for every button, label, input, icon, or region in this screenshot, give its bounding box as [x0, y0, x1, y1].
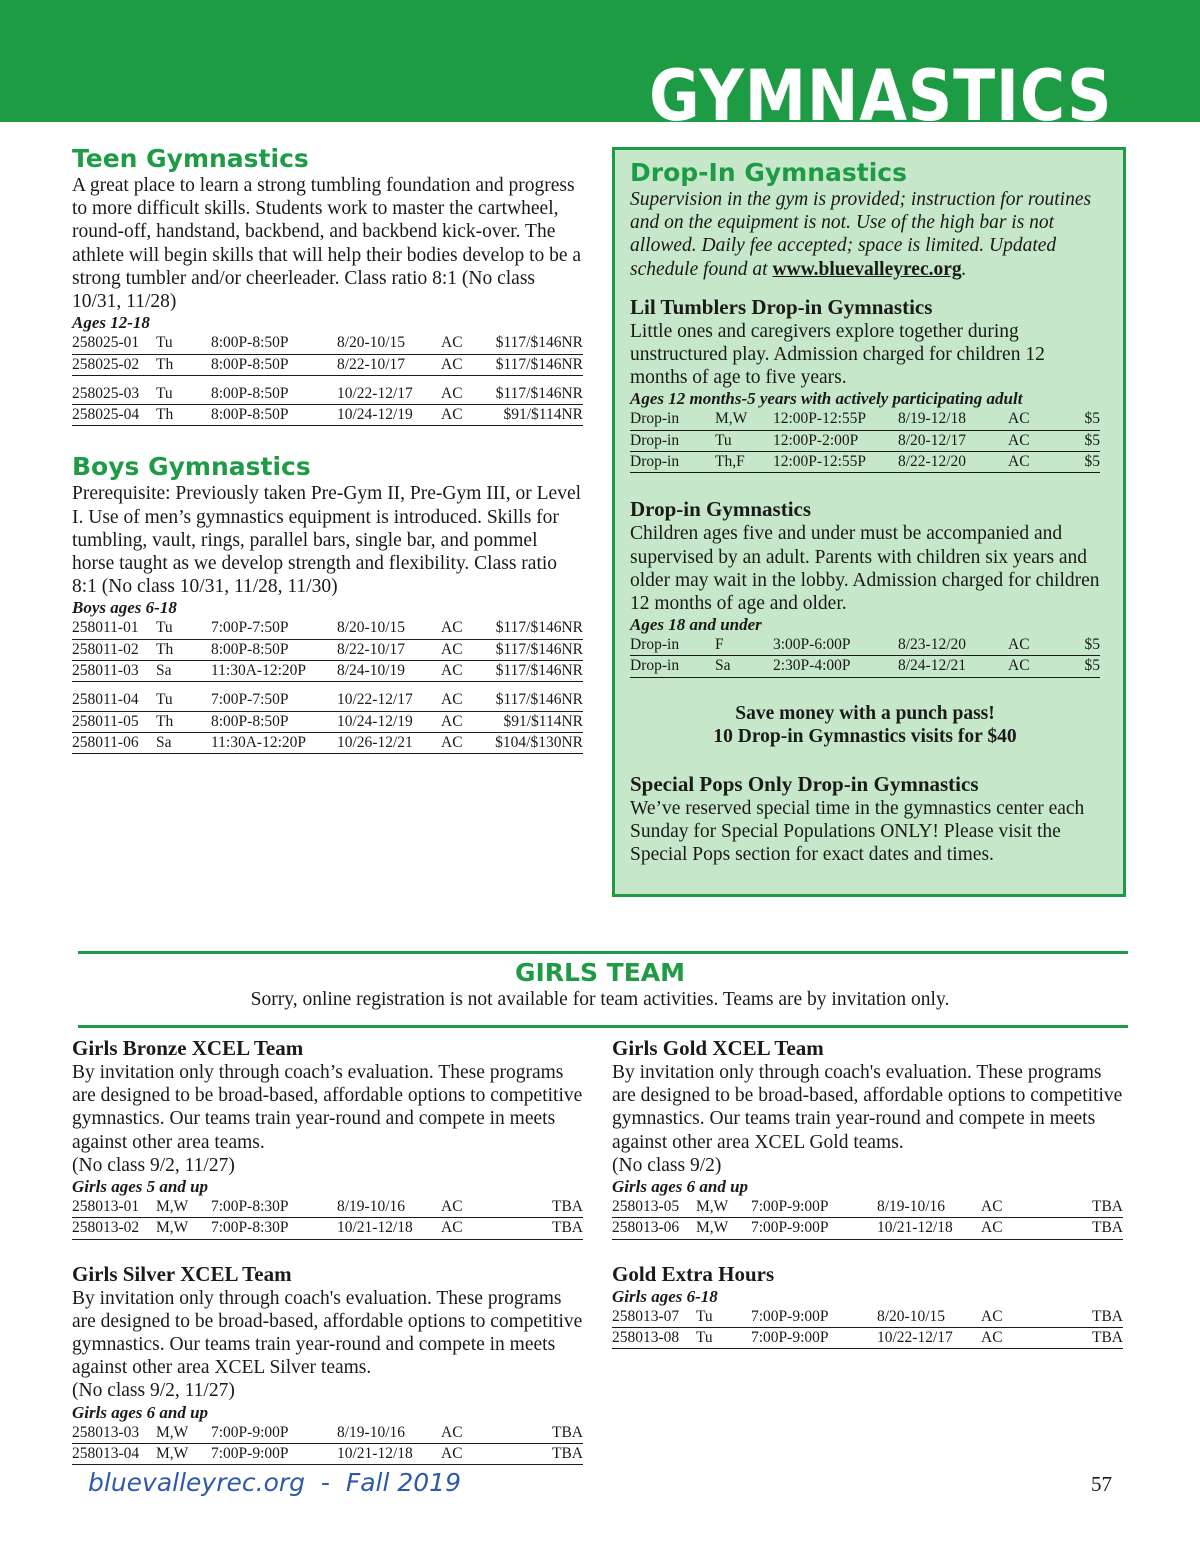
cell-location: AC	[441, 662, 463, 680]
teen-section	[72, 144, 583, 426]
cell-dates: 10/21-12/18	[877, 1219, 953, 1237]
divider-top	[78, 951, 1128, 954]
dropin-intro: Supervision in the gym is provided; instruction for routines and on the equipment is not. Use of the high bar is not allowed. Daily fee accepted; space is limited. Updated schedule found at www.bluevalleyrec.org.	[630, 189, 1092, 280]
team-left-column	[72, 1036, 583, 1465]
cell-time: 8:00P-8:50P	[211, 712, 289, 730]
cell-time: 12:00P-2:00P	[773, 431, 859, 449]
schedule-row	[72, 405, 583, 426]
extra-hours-schedule	[612, 1307, 1123, 1350]
cell-code: 258013-01	[72, 1198, 140, 1216]
boys-ages: Boys ages 6-18	[72, 598, 177, 618]
cell-code: Drop-in	[630, 410, 680, 428]
row-gap	[72, 376, 583, 384]
cell-time: 7:00P-7:50P	[211, 691, 289, 709]
bronze-noclass: (No class 9/2, 11/27)	[72, 1154, 235, 1176]
teen-ages: Ages 12-18	[72, 313, 150, 333]
cell-code: 258013-07	[612, 1307, 680, 1325]
cell-price: TBA	[552, 1423, 583, 1441]
cell-price: $5	[1084, 636, 1100, 654]
schedule-row	[630, 635, 1100, 656]
dropin-box	[612, 147, 1126, 897]
gold-section	[612, 1036, 1123, 1240]
cell-location: AC	[1008, 657, 1030, 675]
bronze-desc: By invitation only through coach’s evaluation. These programs are designed to be broad-based, affordable options to competitive gymnastics. Our teams train year-round and compete in meets against other area teams.	[72, 1062, 583, 1153]
cell-location: AC	[441, 691, 463, 709]
cell-dates: 10/22-12/17	[337, 691, 413, 709]
schedule-row	[72, 640, 583, 661]
cell-time: 2:30P-4:00P	[773, 657, 851, 675]
website-link[interactable]: www.bluevalleyrec.org	[772, 258, 962, 280]
cell-time: 11:30A-12:20P	[211, 733, 307, 751]
cell-code: 258011-06	[72, 733, 139, 751]
cell-days: Th,F	[715, 453, 745, 471]
cell-price: TBA	[1092, 1328, 1123, 1346]
cell-code: 258011-04	[72, 691, 139, 709]
lil-schedule	[630, 409, 1100, 473]
cell-price: $117/$146NR	[495, 334, 583, 352]
bronze-section	[72, 1036, 583, 1240]
cell-days: Th	[156, 406, 174, 424]
cell-location: AC	[441, 384, 463, 402]
cell-days: Tu	[696, 1328, 713, 1346]
footer-site: bluevalleyrec.org - Fall 2019	[88, 1468, 461, 1497]
schedule-row	[630, 656, 1100, 677]
cell-time: 7:00P-8:30P	[211, 1219, 289, 1237]
cell-price: TBA	[552, 1198, 583, 1216]
schedule-row	[630, 431, 1100, 452]
cell-price: TBA	[1092, 1198, 1123, 1216]
cell-code: 258013-05	[612, 1198, 680, 1216]
cell-price: $91/$114NR	[503, 406, 583, 424]
special-pops-section	[630, 772, 1100, 867]
cell-price: $91/$114NR	[503, 712, 583, 730]
boys-title: Boys Gymnastics	[72, 452, 311, 482]
schedule-row	[630, 409, 1100, 430]
cell-code: 258013-03	[72, 1423, 140, 1441]
cell-days: M,W	[156, 1198, 189, 1216]
cell-location: AC	[441, 712, 463, 730]
silver-section	[72, 1262, 583, 1466]
cell-code: 258013-06	[612, 1219, 680, 1237]
cell-location: AC	[1008, 410, 1030, 428]
cell-price: $5	[1084, 453, 1100, 471]
boys-desc: Prerequisite: Previously taken Pre-Gym II, Pre-Gym III, or Level I. Use of men’s gymnastics equipment is introduced. Skills for tumbling, vault, rings, parallel bars, single bar, and pommel horse taught as we develop strength and flexibility. Class ratio 8:1 (No class 10/31, 11/28, 11/30)	[72, 483, 582, 598]
team-title: GIRLS TEAM	[514, 958, 686, 987]
cell-days: M,W	[156, 1444, 189, 1462]
cell-price: $5	[1084, 410, 1100, 428]
general-dropin-schedule	[630, 635, 1100, 678]
cell-code: 258011-03	[72, 662, 139, 680]
cell-time: 12:00P-12:55P	[773, 453, 867, 471]
cell-dates: 8/19-12/18	[898, 410, 967, 428]
dropin-title: Drop-In Gymnastics	[630, 158, 907, 187]
cell-days: M,W	[715, 410, 748, 428]
cell-days: Th	[156, 640, 174, 658]
cell-price: $117/$146NR	[495, 640, 583, 658]
page-number: 57	[1091, 1472, 1112, 1496]
cell-dates: 8/23-12/20	[898, 636, 967, 654]
cell-time: 8:00P-8:50P	[211, 640, 289, 658]
cell-days: Th	[156, 712, 174, 730]
gold-title: Girls Gold XCEL Team	[612, 1036, 824, 1060]
silver-schedule	[72, 1423, 583, 1466]
cell-dates: 10/21-12/18	[337, 1444, 413, 1462]
cell-time: 7:00P-8:30P	[211, 1198, 289, 1216]
page-title: GYMNASTICS	[648, 55, 1112, 137]
cell-price: $117/$146NR	[495, 662, 583, 680]
cell-time: 8:00P-8:50P	[211, 384, 289, 402]
cell-location: AC	[981, 1328, 1003, 1346]
cell-days: Sa	[156, 662, 172, 680]
schedule-row	[72, 333, 583, 354]
cell-code: 258011-02	[72, 640, 139, 658]
bronze-title: Girls Bronze XCEL Team	[72, 1036, 304, 1060]
cell-location: AC	[441, 1198, 463, 1216]
cell-location: AC	[441, 355, 463, 373]
cell-location: AC	[441, 406, 463, 424]
cell-price: TBA	[552, 1219, 583, 1237]
silver-ages: Girls ages 6 and up	[72, 1402, 209, 1422]
boys-section	[72, 452, 583, 754]
cell-days: Tu	[156, 384, 173, 402]
cell-location: AC	[981, 1307, 1003, 1325]
schedule-row	[72, 690, 583, 711]
cell-time: 7:00P-9:00P	[751, 1198, 829, 1216]
gold-ages: Girls ages 6 and up	[612, 1177, 749, 1197]
cell-dates: 8/19-10/16	[877, 1198, 946, 1216]
cell-location: AC	[981, 1198, 1003, 1216]
dropin-intro-text: Supervision in the gym is provided; instruction for routines and on the equipment is not. Use of the high bar is not allowed. Daily fee accepted; space is limited. Updated schedule found at	[630, 189, 1092, 280]
cell-location: AC	[441, 1423, 463, 1441]
cell-code: 258013-02	[72, 1219, 140, 1237]
team-right-column	[612, 1036, 1123, 1349]
cell-code: 258025-02	[72, 355, 140, 373]
cell-dates: 10/21-12/18	[337, 1219, 413, 1237]
cell-dates: 10/24-12/19	[337, 406, 413, 424]
schedule-row	[612, 1197, 1123, 1218]
special-pops-title: Special Pops Only Drop-in Gymnastics	[630, 771, 979, 796]
cell-price: TBA	[1092, 1307, 1123, 1325]
cell-price: $117/$146NR	[495, 691, 583, 709]
cell-dates: 8/19-10/16	[337, 1198, 406, 1216]
cell-price: $117/$146NR	[495, 355, 583, 373]
gold-schedule	[612, 1197, 1123, 1240]
schedule-row	[72, 661, 583, 682]
schedule-row	[612, 1328, 1123, 1349]
extra-hours-ages: Girls ages 6-18	[612, 1286, 718, 1306]
cell-days: Tu	[156, 334, 173, 352]
schedule-row	[72, 1444, 583, 1465]
cell-days: Th	[156, 355, 174, 373]
cell-price: $5	[1084, 657, 1100, 675]
cell-dates: 8/20-10/15	[337, 334, 406, 352]
cell-days: F	[715, 636, 724, 654]
silver-desc: By invitation only through coach's evaluation. These programs are designed to be broad-based, affordable options to competitive gymnastics. Our teams train year-round and compete in meets against other area XCEL Silver teams.	[72, 1287, 583, 1379]
cell-dates: 8/24-12/21	[898, 657, 967, 675]
cell-code: 258025-04	[72, 406, 140, 424]
schedule-row	[72, 355, 583, 376]
cell-code: Drop-in	[630, 636, 680, 654]
cell-days: Tu	[715, 431, 732, 449]
schedule-row	[612, 1307, 1123, 1328]
schedule-row	[72, 1197, 583, 1218]
lil-desc: Little ones and caregivers explore together during unstructured play. Admission charged for children 12 months of age to five years.	[630, 320, 1045, 389]
cell-dates: 8/24-10/19	[337, 662, 406, 680]
cell-location: AC	[441, 1444, 463, 1462]
cell-time: 12:00P-12:55P	[773, 410, 867, 428]
row-gap	[72, 682, 583, 690]
cell-dates: 8/22-10/17	[337, 355, 406, 373]
cell-days: Tu	[156, 619, 173, 637]
general-dropin-ages: Ages 18 and under	[630, 615, 762, 635]
cell-time: 11:30A-12:20P	[211, 662, 307, 680]
teen-desc: A great place to learn a strong tumbling foundation and progress to more difficult skills. Students work to master the cartwheel, round-off, handstand, backbend, and backbend kick-over. The athlete will begin skills that will help their bodies develop to be a strong tumbler and/or cheerleader. Class ratio 8:1 (No class 10/31, 11/28)	[72, 175, 582, 313]
cell-days: M,W	[156, 1219, 189, 1237]
cell-dates: 10/22-12/17	[877, 1328, 953, 1346]
cell-dates: 8/20-10/15	[337, 619, 406, 637]
cell-price: TBA	[1092, 1219, 1123, 1237]
cell-dates: 8/20-12/17	[898, 431, 967, 449]
bronze-schedule	[72, 1197, 583, 1240]
cell-location: AC	[981, 1219, 1003, 1237]
cell-location: AC	[1008, 431, 1030, 449]
cell-time: 3:00P-6:00P	[773, 636, 851, 654]
schedule-row	[72, 1423, 583, 1444]
cell-dates: 10/24-12/19	[337, 712, 413, 730]
schedule-row	[72, 618, 583, 639]
cell-location: AC	[441, 1219, 463, 1237]
cell-days: Tu	[156, 691, 173, 709]
cell-days: Tu	[696, 1307, 713, 1325]
extra-hours-title: Gold Extra Hours	[612, 1261, 775, 1286]
cell-days: M,W	[696, 1198, 729, 1216]
cell-price: TBA	[552, 1444, 583, 1462]
cell-code: 258013-04	[72, 1444, 140, 1462]
cell-time: 7:00P-9:00P	[751, 1307, 829, 1325]
cell-location: AC	[1008, 453, 1030, 471]
schedule-row	[630, 452, 1100, 473]
gold-desc: By invitation only through coach's evaluation. These programs are designed to be broad-based, affordable options to competitive gymnastics. Our teams train year-round and compete in meets against other area XCEL Gold teams.	[612, 1062, 1123, 1153]
cell-code: 258011-01	[72, 619, 139, 637]
cell-days: Sa	[715, 657, 731, 675]
boys-schedule	[72, 618, 583, 754]
cell-time: 7:00P-7:50P	[211, 619, 289, 637]
cell-price: $117/$146NR	[495, 384, 583, 402]
cell-time: 7:00P-9:00P	[211, 1423, 289, 1441]
cell-time: 8:00P-8:50P	[211, 406, 289, 424]
cell-dates: 10/26-12/21	[337, 733, 413, 751]
general-dropin-section	[630, 497, 1100, 677]
cell-dates: 8/22-10/17	[337, 640, 406, 658]
silver-title: Girls Silver XCEL Team	[72, 1261, 292, 1286]
lil-title: Lil Tumblers Drop-in Gymnastics	[630, 294, 933, 319]
cell-code: Drop-in	[630, 431, 680, 449]
lil-ages: Ages 12 months-5 years with actively participating adult	[630, 389, 1023, 409]
schedule-row	[72, 1218, 583, 1239]
extra-hours-section	[612, 1262, 1123, 1350]
cell-code: 258011-05	[72, 712, 139, 730]
general-dropin-title: Drop-in Gymnastics	[630, 497, 812, 522]
punch-pass	[630, 702, 1100, 748]
schedule-row	[72, 733, 583, 754]
punch-line-1: Save money with a punch pass!	[735, 702, 995, 724]
cell-code: 258013-08	[612, 1328, 680, 1346]
cell-dates: 8/22-12/20	[898, 453, 967, 471]
cell-location: AC	[441, 334, 463, 352]
cell-dates: 10/22-12/17	[337, 384, 413, 402]
general-dropin-desc: Children ages five and under must be accompanied and supervised by an adult. Parents with children six years and older may wait in the lobby. Admission charged for children 12 months of age and older.	[630, 523, 1100, 614]
schedule-row	[72, 384, 583, 405]
cell-price: $104/$130NR	[495, 733, 583, 751]
cell-code: 258025-01	[72, 334, 140, 352]
cell-price: $5	[1084, 431, 1100, 449]
cell-days: M,W	[156, 1423, 189, 1441]
cell-time: 7:00P-9:00P	[751, 1219, 829, 1237]
cell-location: AC	[441, 733, 463, 751]
silver-noclass: (No class 9/2, 11/27)	[72, 1380, 235, 1402]
cell-time: 8:00P-8:50P	[211, 355, 289, 373]
punch-line-2: 10 Drop-in Gymnastics visits for $40	[713, 725, 1017, 747]
cell-time: 8:00P-8:50P	[211, 334, 289, 352]
cell-location: AC	[441, 640, 463, 658]
header-banner	[0, 0, 1200, 137]
left-column	[72, 144, 583, 754]
schedule-row	[612, 1218, 1123, 1239]
lil-section	[630, 295, 1100, 474]
schedule-row	[72, 712, 583, 733]
cell-days: Sa	[156, 733, 172, 751]
teen-schedule	[72, 333, 583, 426]
cell-dates: 8/20-10/15	[877, 1307, 946, 1325]
cell-location: AC	[441, 619, 463, 637]
gold-noclass: (No class 9/2)	[612, 1154, 722, 1176]
teen-title: Teen Gymnastics	[72, 144, 309, 173]
cell-code: Drop-in	[630, 453, 680, 471]
divider-bottom	[78, 1025, 1128, 1028]
cell-dates: 8/19-10/16	[337, 1423, 406, 1441]
cell-code: 258025-03	[72, 384, 140, 402]
special-pops-desc: We’ve reserved special time in the gymnastics center each Sunday for Special Populations ONLY! Please visit the Special Pops section for exact dates and times.	[630, 797, 1085, 866]
cell-days: M,W	[696, 1219, 729, 1237]
team-note: Sorry, online registration is not available for team activities. Teams are by invitation only.	[250, 989, 950, 1010]
cell-code: Drop-in	[630, 657, 680, 675]
cell-price: $117/$146NR	[495, 619, 583, 637]
cell-time: 7:00P-9:00P	[211, 1444, 289, 1462]
cell-time: 7:00P-9:00P	[751, 1328, 829, 1346]
bronze-ages: Girls ages 5 and up	[72, 1177, 209, 1197]
cell-location: AC	[1008, 636, 1030, 654]
